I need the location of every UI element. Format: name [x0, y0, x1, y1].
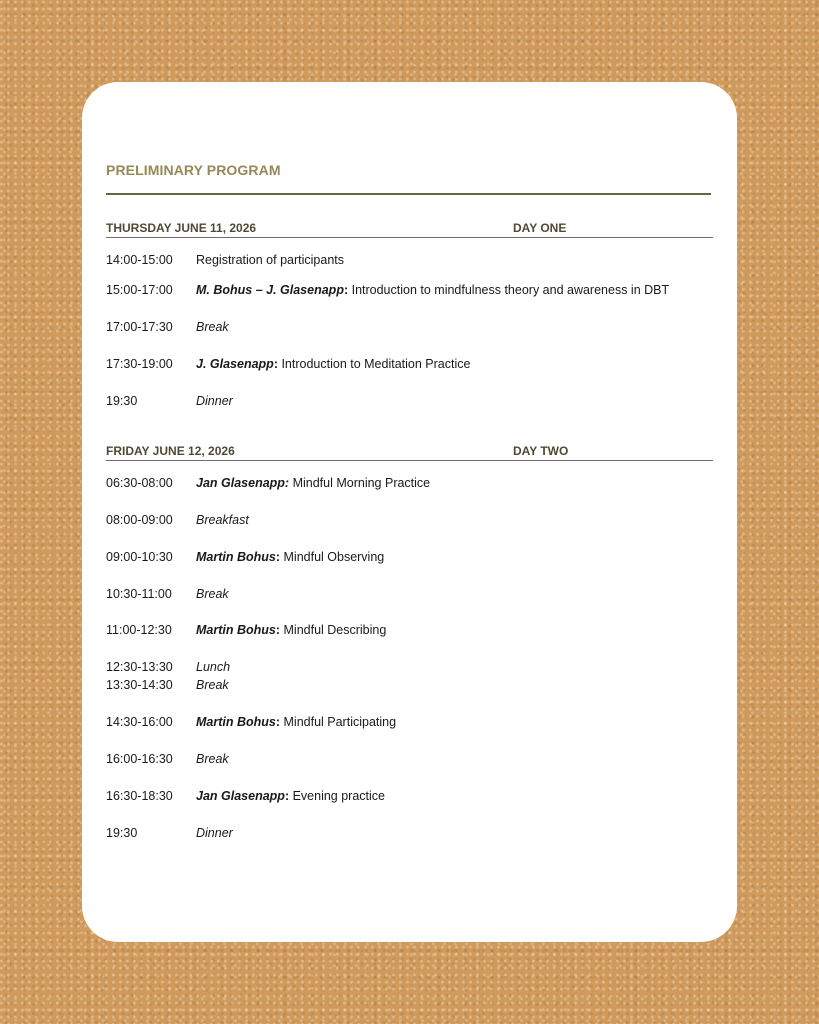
row-time: 19:30 — [106, 826, 138, 840]
row-description: Martin Bohus: Mindful Participating — [196, 715, 397, 729]
session-title: Mindful Participating — [283, 715, 397, 729]
session-title: Introduction to Meditation Practice — [281, 357, 471, 371]
row-description: Dinner — [196, 394, 233, 408]
row-description: M. Bohus – J. Glasenapp: Introduction to mindfulness theory and awareness in DBT — [196, 283, 670, 297]
row-time: 08:00-09:00 — [106, 513, 173, 527]
page-title: PRELIMINARY PROGRAM — [106, 162, 281, 178]
title-divider — [106, 193, 711, 195]
row-description: Martin Bohus: Mindful Observing — [196, 550, 385, 564]
session-title: Mindful Morning Practice — [292, 476, 431, 490]
schedule-row — [106, 253, 716, 271]
day-one-header — [106, 219, 713, 238]
row-time: 09:00-10:30 — [106, 550, 173, 564]
session-title: Evening practice — [292, 789, 385, 803]
row-description: Dinner — [196, 826, 233, 840]
row-description: Break — [196, 320, 229, 334]
schedule-row — [106, 476, 716, 494]
row-description: Martin Bohus: Mindful Describing — [196, 623, 387, 637]
row-time: 10:30-11:00 — [106, 587, 172, 601]
schedule-row — [106, 550, 716, 568]
day-two-date: FRIDAY JUNE 12, 2026 — [106, 444, 235, 458]
row-description — [196, 253, 344, 267]
schedule-row — [106, 752, 716, 770]
speaker-name: Martin Bohus — [196, 550, 276, 564]
speaker-name: Martin Bohus — [196, 715, 276, 729]
row-time: 17:30-19:00 — [106, 357, 173, 371]
speaker-name: Jan Glasenapp: — [196, 476, 290, 490]
schedule-row — [106, 320, 716, 338]
schedule-row — [106, 357, 716, 375]
schedule-row — [106, 513, 716, 531]
speaker-name: Jan Glasenapp — [196, 789, 285, 803]
row-time: 11:00-12:30 — [106, 623, 172, 637]
row-time: 17:00-17:30 — [106, 320, 173, 334]
speaker-name: M. Bohus – J. Glasenapp — [196, 283, 344, 297]
row-description: Jan Glasenapp: Evening practice — [196, 789, 385, 803]
schedule-row — [106, 283, 716, 301]
schedule-row — [106, 623, 716, 641]
row-time: 16:30-18:30 — [106, 789, 173, 803]
session-title: Mindful Observing — [283, 550, 385, 564]
schedule-row — [106, 394, 716, 412]
row-description: Break — [196, 678, 229, 692]
speaker-name: Martin Bohus — [196, 623, 276, 637]
row-description: Breakfast — [196, 513, 249, 527]
schedule-row — [106, 678, 716, 696]
schedule-row — [106, 660, 716, 678]
row-description: Lunch — [196, 660, 231, 674]
schedule-row — [106, 826, 716, 844]
day-one-label: DAY ONE — [513, 221, 567, 235]
speaker-name: J. Glasenapp — [196, 357, 274, 371]
day-one-date: THURSDAY JUNE 11, 2026 — [106, 221, 257, 235]
row-time: 13:30-14:30 — [106, 678, 173, 692]
program-card — [82, 82, 737, 942]
session-title: Mindful Describing — [283, 623, 387, 637]
day-two-header — [106, 442, 713, 461]
row-description: Break — [196, 587, 229, 601]
row-time: 14:30-16:00 — [106, 715, 173, 729]
session-title: Introduction to mindfulness theory and awareness in DBT — [351, 283, 670, 297]
row-description: J. Glasenapp: Introduction to Meditation Practice — [196, 357, 471, 371]
row-description — [196, 476, 430, 490]
schedule-row — [106, 789, 716, 807]
row-time: 12:30-13:30 — [106, 660, 173, 674]
session-title: Registration of participants — [196, 253, 344, 267]
row-time: 15:00-17:00 — [106, 283, 173, 297]
row-time: 16:00-16:30 — [106, 752, 173, 766]
schedule-row — [106, 587, 716, 605]
row-time: 14:00-15:00 — [106, 253, 173, 267]
day-two-label: DAY TWO — [513, 444, 569, 458]
row-time: 06:30-08:00 — [106, 476, 173, 490]
row-description: Break — [196, 752, 229, 766]
schedule-row — [106, 715, 716, 733]
row-time: 19:30 — [106, 394, 138, 408]
